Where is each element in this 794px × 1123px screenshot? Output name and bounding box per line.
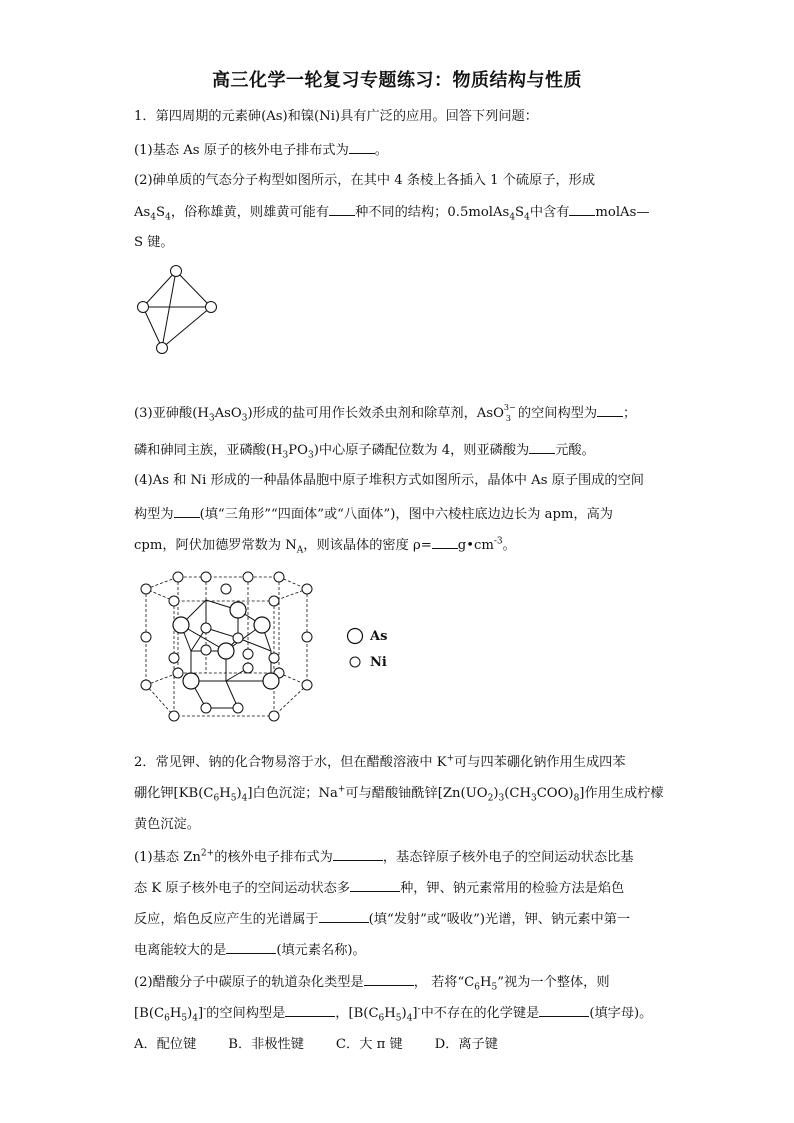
answer-blank[interactable] bbox=[226, 941, 276, 954]
answer-blank[interactable] bbox=[529, 441, 555, 454]
answer-blank[interactable] bbox=[349, 141, 375, 154]
ni-atom bbox=[269, 653, 279, 663]
q2-part1-line3: 反应，焰色反应产生的光谱属于 (填“发射”或“吸收”)光谱，钾、钠元素中第一 bbox=[134, 912, 631, 927]
ni-atom bbox=[243, 572, 253, 582]
q2-part2-line1: (2)醋酸分子中碳原子的轨道杂化类型是 ， 若将“$C_6H_5$”视为一个整体，则 bbox=[134, 975, 610, 993]
q1-part2-line2: $As_4S_4$，俗称雄黄，则雄黄可能有 种不同的结构；$0.5molAs_4S_4$中含有 molAs— bbox=[134, 205, 650, 223]
q1-part2-line3: S 键。 bbox=[134, 235, 174, 250]
ni-atom bbox=[274, 572, 284, 582]
crystal-legend bbox=[346, 627, 387, 671]
ni-atom bbox=[201, 645, 211, 655]
as-atom bbox=[230, 602, 246, 618]
q2-line1: 2．常见钾、钠的化合物易溶于水，但在醋酸溶液中 K+可与四苯硼化钠作用生成四苯 bbox=[134, 753, 626, 770]
as-atom bbox=[218, 643, 234, 659]
legend-as bbox=[346, 627, 387, 645]
q2-part2-line2: $[B(C_6H_5)_4]^-$的空间构型是 ，$[B(C_6H_5)_4]^-$中不存在的化学键是 (填字母)。 bbox=[134, 1004, 653, 1024]
as-atom bbox=[263, 673, 279, 689]
answer-blank[interactable] bbox=[539, 1004, 589, 1017]
as-legend-marker bbox=[346, 627, 364, 645]
as-atom bbox=[171, 266, 182, 277]
answer-blank[interactable] bbox=[285, 1004, 335, 1017]
ni-atom bbox=[302, 584, 312, 594]
ni-atom bbox=[141, 584, 151, 594]
ni-atom bbox=[173, 668, 183, 678]
as-atom bbox=[183, 673, 199, 689]
option-b[interactable]: B．非极性键 bbox=[228, 1037, 304, 1052]
ni-atom bbox=[302, 680, 312, 690]
q1-part4-line2: 构型为 (填“三角形”“四面体”或“八面体”)，图中六棱柱底边边长为 apm，高为 bbox=[134, 507, 613, 522]
option-c[interactable]: C．大 π 键 bbox=[335, 1037, 403, 1052]
legend-as-label: As bbox=[370, 628, 388, 644]
ni-atom bbox=[169, 653, 179, 663]
q2-line3: 黄色沉淀。 bbox=[134, 817, 200, 832]
q1-part4-line3: cpm，阿伏加德罗常数为 $N_A$，则该晶体的密度 $\rho= g•cm^{-3}$。 bbox=[134, 536, 516, 556]
answer-blank[interactable] bbox=[329, 203, 355, 216]
answer-blank[interactable] bbox=[333, 848, 383, 861]
option-d[interactable]: D．离子键 bbox=[434, 1037, 498, 1052]
ni-atom bbox=[243, 663, 253, 673]
q1-part3-line1: (3)亚砷酸$(H_3AsO_3)$形成的盐可用作长效杀虫剂和除草剂，AsO 3− 3 的空间构型为 ； bbox=[134, 403, 637, 424]
ni-atom bbox=[201, 623, 211, 633]
ni-atom bbox=[233, 633, 243, 643]
as-atom bbox=[173, 617, 189, 633]
answer-blank[interactable] bbox=[432, 536, 458, 549]
q2-part1-line1: (1)基态 $Zn^{2+}$的核外电子排布式为 ，基态锌原子核外电子的空间运动状态比基 bbox=[134, 848, 634, 865]
ni-atom bbox=[173, 572, 183, 582]
answer-blank[interactable] bbox=[364, 973, 414, 986]
q1-part4-line1: (4)As 和 Ni 形成的一种晶体晶胞中原子堆积方式如图所示，晶体中 As 原子围成的空间 bbox=[134, 473, 644, 488]
ni-atom bbox=[221, 584, 231, 594]
q1-part3-line2: 磷和砷同主族，亚磷酸$(H_3PO_3)$中心原子磷配位数为 4，则亚磷酸为 元酸。 bbox=[134, 443, 595, 461]
ni-atom bbox=[201, 703, 211, 713]
ni-atom bbox=[269, 711, 279, 721]
ni-atom bbox=[141, 632, 151, 642]
q2-options bbox=[134, 1036, 530, 1054]
nias-crystal-figure bbox=[134, 568, 324, 728]
page-title: 高三化学一轮复习专题练习：物质结构与性质 bbox=[212, 70, 582, 91]
q2-part1-line4: 电离能较大的是 (填元素名称)。 bbox=[134, 943, 366, 958]
ni-atom bbox=[269, 596, 279, 606]
q1-part1: (1)基态 As 原子的核外电子排布式为 。 bbox=[134, 143, 388, 158]
answer-blank[interactable] bbox=[319, 910, 369, 923]
as4-tetrahedron-figure bbox=[134, 262, 224, 354]
q2-line2: 硼化钾$[KB(C_6H_5)_4]$白色沉淀；Na+可与醋酸铀酰锌$[Zn(UO_2)_3(CH_3COO)_8]$作用生成柠檬 bbox=[134, 784, 664, 804]
answer-blank[interactable] bbox=[350, 879, 400, 892]
as-atom bbox=[206, 302, 217, 313]
legend-ni-label: Ni bbox=[370, 654, 387, 670]
q1-part2-line1: (2)砷单质的气态分子构型如图所示，在其中 4 条棱上各插入 1 个硫原子，形成 bbox=[134, 173, 596, 188]
option-a[interactable]: A．配位键 bbox=[134, 1037, 197, 1052]
q1-intro: 1．第四周期的元素砷(As)和镍(Ni)具有广泛的应用。回答下列问题： bbox=[134, 109, 538, 124]
legend-ni bbox=[346, 653, 387, 671]
as-atom bbox=[157, 343, 168, 354]
ni-atom bbox=[141, 680, 151, 690]
answer-blank[interactable] bbox=[174, 505, 200, 518]
answer-blank[interactable] bbox=[569, 203, 595, 216]
ni-atom bbox=[233, 703, 243, 713]
ni-atom bbox=[243, 649, 253, 659]
ni-atom bbox=[201, 572, 211, 582]
ni-atom bbox=[169, 711, 179, 721]
ni-atom bbox=[169, 596, 179, 606]
answer-blank[interactable] bbox=[597, 404, 623, 417]
as-atom bbox=[138, 302, 149, 313]
as-atom bbox=[254, 617, 270, 633]
ni-legend-marker bbox=[346, 653, 364, 671]
ni-atom bbox=[302, 632, 312, 642]
q2-part1-line2: 态 K 原子核外电子的空间运动状态多 种，钾、钠元素常用的检验方法是焰色 bbox=[134, 881, 625, 896]
